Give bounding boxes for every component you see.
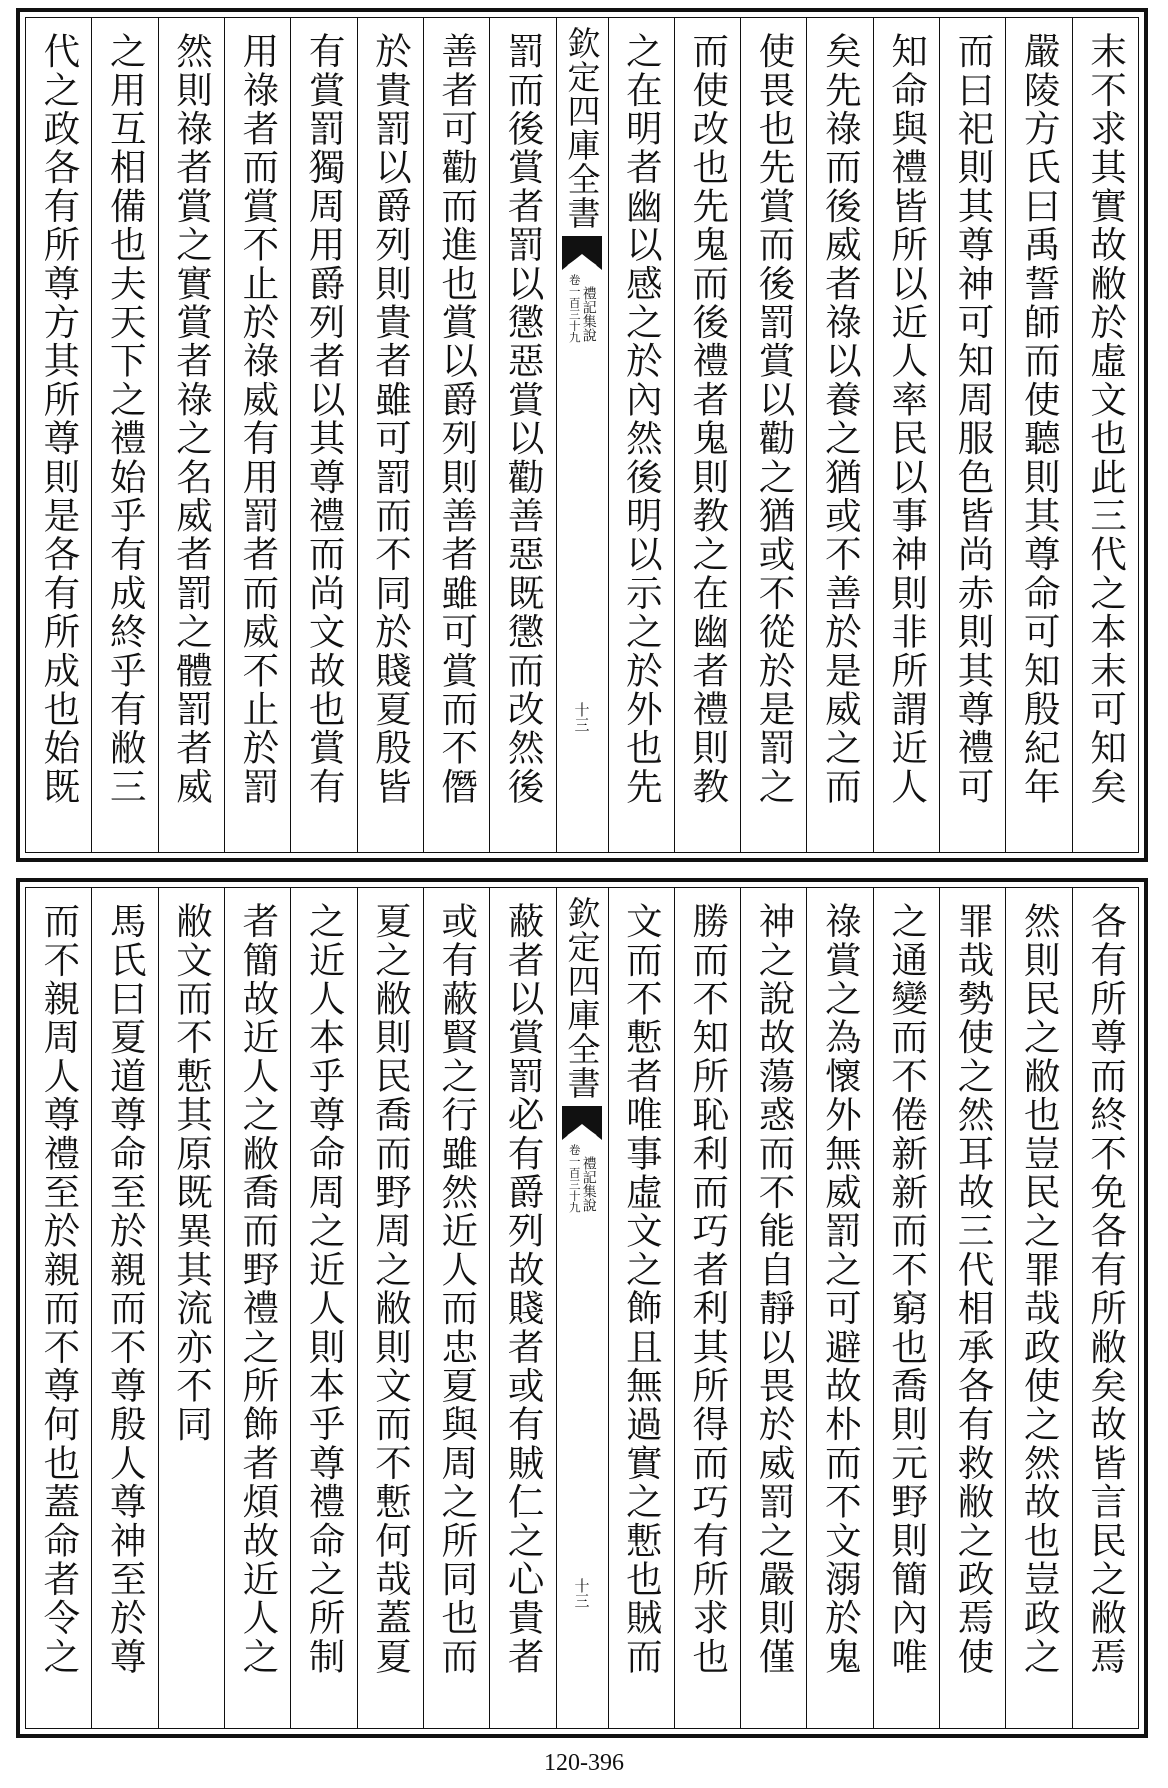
text-column: 馬氏曰夏道尊命至於親而不尊殷人尊神至於尊	[91, 888, 157, 1728]
text-column: 知命與禮皆所以近人率民以事神則非所謂近人	[873, 18, 939, 852]
top-page-columns	[26, 18, 1138, 852]
text-column: 敝文而不慙其原既異其流亦不同	[158, 888, 224, 1728]
text-column: 夏之敝則民喬而野周之敝則文而不慙何哉蓋夏	[357, 888, 423, 1728]
leaf-number: 十三	[572, 1578, 591, 1608]
text-column: 罰而後賞者罰以懲惡賞以勸善惡既懲而改然後	[489, 18, 555, 852]
text-column: 之在明者幽以感之於內然後明以示之於外也先	[608, 18, 674, 852]
text-column: 或有蔽賢之行雖然近人而忠夏與周之所同也而	[423, 888, 489, 1728]
library-title: 欽定四庫全書	[562, 896, 602, 1100]
text-column: 而使改也先鬼而後禮者鬼則教之在幽者禮則教	[674, 18, 740, 852]
text-column: 神之說故蕩惑而不能自靜以畏於威罰之嚴則僅	[740, 888, 806, 1728]
center-fold-label	[556, 18, 608, 852]
fishtail-mark-icon	[562, 1106, 602, 1144]
text-column: 代之政各有所尊方其所尊則是各有所成也始既	[37, 32, 81, 806]
footer-page-number: 120-396	[544, 1750, 624, 1776]
book-title: 禮記集說	[580, 286, 597, 342]
book-title-block	[568, 1144, 596, 1213]
text-column: 文而不慙者唯事虛文之飾且無過實之慙也賊而	[608, 888, 674, 1728]
text-column: 而不親周人尊禮至於親而不尊何也蓋命者令之	[37, 902, 81, 1676]
text-column: 善者可勸而進也賞以爵列則善者雖可賞而不僭	[423, 18, 489, 852]
text-column: 有賞罰獨周用爵列者以其尊禮而尚文故也賞有	[290, 18, 356, 852]
bottom-page	[16, 878, 1148, 1738]
text-column: 然則祿者賞之實賞者祿之名威者罰之體罰者威	[158, 18, 224, 852]
text-column: 矣先祿而後威者祿以養之猶或不善於是威之而	[806, 18, 872, 852]
text-column: 於貴罰以爵列則貴者雖可罰而不同於賤夏殷皆	[357, 18, 423, 852]
text-column: 者簡故近人之敝喬而野禮之所飾者煩故近人之	[224, 888, 290, 1728]
text-column: 用祿者而賞不止於祿威有用罰者而威不止於罰	[224, 18, 290, 852]
fishtail-mark-icon	[562, 236, 602, 274]
leaf-number: 十三	[572, 702, 591, 732]
top-page	[16, 8, 1148, 862]
text-column: 祿賞之為懷外無威罰之可避故朴而不文溺於鬼	[806, 888, 872, 1728]
text-column: 各有所尊而終不免各有所敝矣故皆言民之敝焉	[1072, 888, 1138, 1728]
text-column: 嚴陵方氏曰禹誓師而使聽則其尊命可知殷紀年	[1005, 18, 1071, 852]
book-title: 禮記集說	[580, 1156, 597, 1212]
bottom-page-columns	[26, 888, 1138, 1728]
text-column: 末不求其實故敝於虛文也此三代之本末可知矣	[1072, 18, 1138, 852]
volume-label: 卷一百三十九	[567, 274, 582, 343]
text-column: 勝而不知所恥利而巧者利其所得而巧有所求也	[674, 888, 740, 1728]
text-column: 罪哉勢使之然耳故三代相承各有救敝之政焉使	[939, 888, 1005, 1728]
text-column: 之通變而不倦新新而不窮也喬則元野則簡內唯	[873, 888, 939, 1728]
volume-label: 卷一百三十九	[567, 1144, 582, 1213]
text-column: 之用互相備也夫天下之禮始乎有成終乎有敝三	[91, 18, 157, 852]
library-title: 欽定四庫全書	[562, 26, 602, 230]
center-fold-label	[556, 888, 608, 1728]
text-column: 蔽者以賞罰必有爵列故賤者或有賊仁之心貴者	[489, 888, 555, 1728]
text-column: 之近人本乎尊命周之近人則本乎尊禮命之所制	[290, 888, 356, 1728]
book-title-block	[568, 274, 596, 343]
text-column: 而曰祀則其尊神可知周服色皆尚赤則其尊禮可	[939, 18, 1005, 852]
text-column: 然則民之敝也豈民之罪哉政使之然故也豈政之	[1005, 888, 1071, 1728]
text-column: 使畏也先賞而後罰賞以勸之猶或不從於是罰之	[740, 18, 806, 852]
